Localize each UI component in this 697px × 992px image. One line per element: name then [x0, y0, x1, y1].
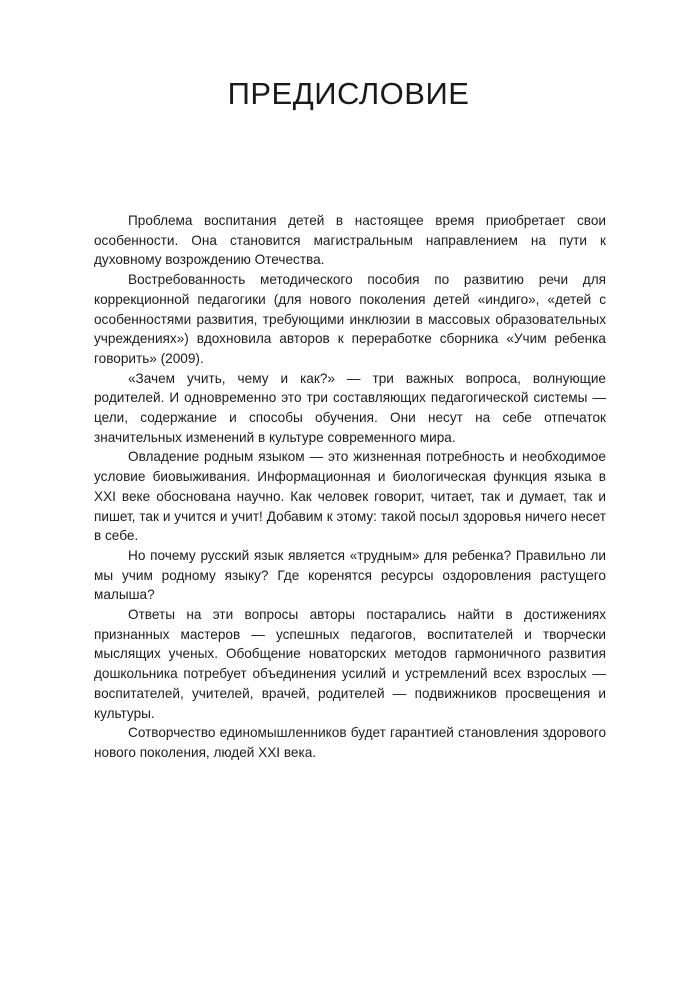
page-title: ПРЕДИСЛОВИЕ [227, 76, 470, 111]
paragraph-4: Овладение родным языком — это жизненная потребность и необходимое условие биовыживания. Информационная и биологическая функция языка в XXI веке обоснована научно. Как человек говорит, читает, так и думает, так и пишет, так и учится и учит! Добавим к этому: такой посыл здоровья ничего несет в себе. [94, 449, 606, 544]
paragraph-2: Востребованность методического пособия по развитию речи для коррекционной педагогики (для нового поколения детей «индиго», «детей с особенностями развития, требующими инклюзии в массовых образовательных учреждениях») вдохновила авторов к переработке сборника «Учим ребенка говорить» (2009). [94, 272, 606, 366]
paragraph-3: «Зачем учить, чему и как?» — три важных вопроса, волнующие родителей. И одновременно это три составляющих педагогической системы — цели, содержание и способы обучения. Они несут на себе отпечаток значительных изменений в культуре современного мира. [94, 370, 606, 445]
paragraph-5: Но почему русский язык является «трудным» для ребенка? Правильно ли мы учим родному языку? Где коренятся ресурсы оздоровления растущего малыша? [94, 547, 606, 603]
paragraph-1: Проблема воспитания детей в настоящее время приобретает свои особенности. Она становится магистральным направлением на пути к духовному возрождению Отечества. [94, 213, 606, 268]
preface-body [94, 211, 606, 763]
paragraph-7: Сотворчество единомышленников будет гарантией становления здорового нового поколения, людей XXI века. [94, 725, 606, 760]
paragraph-6: Ответы на эти вопросы авторы постарались найти в достижениях признанных мастеров — успешных педагогов, воспитателей и творчески мыслящих ученых. Обобщение новаторских методов гармоничного развития дошкольника потребует объединения усилий и устремлений всех взрослых — воспитателей, учителей, врачей, родителей — подвижников просвещения и культуры. [94, 607, 606, 721]
